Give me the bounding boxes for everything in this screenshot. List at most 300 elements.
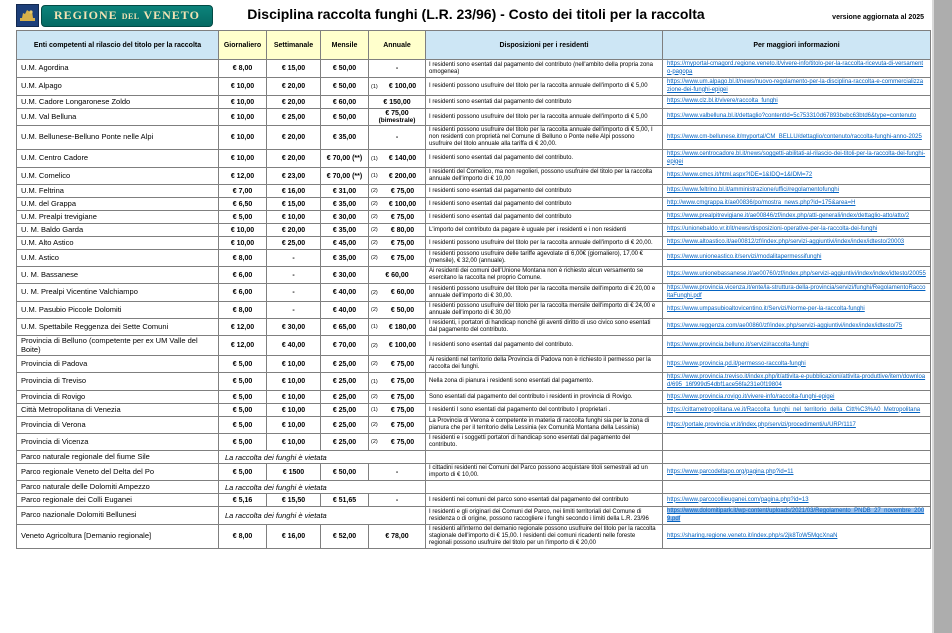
settimanale-cell: € 40,00 xyxy=(267,336,321,356)
annuale-value-line xyxy=(371,155,423,162)
disposizioni-cell xyxy=(426,481,663,494)
table-row xyxy=(17,356,931,373)
table-row xyxy=(17,96,931,109)
ente-cell: Provincia di Rovigo xyxy=(17,391,219,404)
annuale-cell xyxy=(369,373,426,391)
disposizioni-cell: I residenti all'interno del demanio regionale possono usufruire del titolo per la raccolta stagionale dell'importo di € 15,00. I residenti dei comuni ricadenti nelle foreste regionali possono usufruire del titolo per un l'importo di € 20,00 xyxy=(426,525,663,549)
settimanale-cell: € 15,00 xyxy=(267,60,321,78)
link-cell xyxy=(663,250,931,267)
link-cell xyxy=(663,464,931,481)
mensile-cell: € 40,00 xyxy=(321,302,369,319)
table-row xyxy=(17,78,931,96)
ente-cell: Città Metropolitana di Venezia xyxy=(17,404,219,417)
annuale-cell xyxy=(369,126,426,150)
link-cell xyxy=(663,284,931,302)
info-link[interactable]: https://www.altoastico.it/ae00812/zf/index.php/servizi-aggiuntivi/index/index/idtesto/20003 xyxy=(667,239,905,246)
mensile-cell: € 51,65 xyxy=(321,494,369,507)
info-link[interactable]: https://myportal-cmagord.regione.veneto.it/vivere-info/titolo-per-la-raccolta-ricevuta-di-versamento-pagopa xyxy=(667,61,924,75)
giornaliero-cell: € 10,00 xyxy=(219,237,267,250)
table-row xyxy=(17,109,931,126)
link-cell xyxy=(663,391,931,404)
mensile-cell: € 35,00 xyxy=(321,126,369,150)
info-link[interactable]: https://www.provincia.rovigo.it/vivere-info/raccolta-funghi-epigei xyxy=(667,393,835,400)
annuale-value-line xyxy=(371,497,423,504)
annuale-value: - xyxy=(395,468,399,476)
table-row xyxy=(17,185,931,198)
annuale-value-line xyxy=(371,227,423,234)
info-link[interactable]: https://www.dolomitipark.it/wp-content/uploads/2021/03/Regolamento_PNDB_27_novembre_2009.pdf xyxy=(667,508,925,522)
info-link[interactable]: https://www.cm-bellunese.it/myportal/CM_BELLU/dettaglio/contenuto/raccolta-funghi-anno-2025 xyxy=(667,133,922,140)
giornaliero-cell: € 5,00 xyxy=(219,211,267,224)
mensile-cell: € 25,00 xyxy=(321,417,369,434)
annuale-value-line xyxy=(371,65,423,72)
annuale-value: € 180,00 xyxy=(388,323,417,331)
annuale-footnote-marker: (2) xyxy=(371,227,378,233)
giornaliero-cell: € 8,00 xyxy=(219,250,267,267)
annuale-value-line xyxy=(371,378,423,385)
annuale-footnote-marker: (1) xyxy=(371,83,378,90)
ente-cell: U.M. Alto Astico xyxy=(17,237,219,250)
ente-cell: U.M. Spettabile Reggenza dei Sette Comuni xyxy=(17,319,219,336)
annuale-footnote-marker: (1) xyxy=(371,324,378,330)
info-link[interactable]: https://www.parcodeltapo.org/pagina.php?id=11 xyxy=(667,468,794,475)
link-cell xyxy=(663,373,931,391)
giornaliero-cell: € 6,00 xyxy=(219,284,267,302)
ente-cell: U.M. Prealpi trevigiane xyxy=(17,211,219,224)
annuale-footnote-marker: (1) xyxy=(371,155,378,162)
table-row xyxy=(17,507,931,525)
link-cell xyxy=(663,507,931,525)
disposizioni-cell: I cittadini residenti nei Comuni del Parco possono acquistare titoli semestrali ad un importo di € 10,00. xyxy=(426,464,663,481)
page-header xyxy=(0,0,952,30)
table-row xyxy=(17,336,931,356)
giornaliero-cell: € 10,00 xyxy=(219,150,267,168)
link-cell xyxy=(663,302,931,319)
info-link[interactable]: https://cittametropolitana.ve.it/Raccolta_funghi_nel_territorio_della_Citt%C3%A0_Metropolitana xyxy=(667,406,921,413)
annuale-footnote-marker: (2) xyxy=(371,342,378,349)
annuale-cell xyxy=(369,250,426,267)
giornaliero-cell: € 5,16 xyxy=(219,494,267,507)
logo-text-regione: REGIONE xyxy=(54,7,118,22)
annuale-cell xyxy=(369,211,426,224)
table-row xyxy=(17,284,931,302)
annuale-value-line xyxy=(371,324,423,331)
annuale-value: € 75,00 xyxy=(390,239,415,247)
annuale-value: € 75,00 xyxy=(390,254,415,262)
settimanale-cell: € 10,00 xyxy=(267,391,321,404)
link-cell xyxy=(663,126,931,150)
disposizioni-cell: Sono esentati dal pagamento del contributo i residenti in provincia di Rovigo. xyxy=(426,391,663,404)
settimanale-cell: € 25,00 xyxy=(267,237,321,250)
mensile-cell: € 52,00 xyxy=(321,525,369,549)
disposizioni-cell: I residenti sono esentati dal pagamento del contributo xyxy=(426,185,663,198)
info-link[interactable]: https://www.valbelluna.bl.it/dettaglio?contentId=5c753310d67893bebc63btd6&type=contenuto xyxy=(667,113,917,120)
info-link[interactable]: https://www.prealpitrevigiane.it/ae00846/zf/index.php/atti-generali/index/dettaglio-atto/atto/2 xyxy=(667,213,910,220)
link-cell xyxy=(663,434,931,451)
settimanale-cell: € 10,00 xyxy=(267,434,321,451)
ente-cell: U.M. Cadore Longaronese Zoldo xyxy=(17,96,219,109)
annuale-cell xyxy=(369,78,426,96)
version-note: versione aggiornata al 2025 xyxy=(832,14,924,21)
annuale-value: € 200,00 xyxy=(388,172,417,180)
info-link[interactable]: https://www.provincia.pd.it/permesso-raccolta-funghi xyxy=(667,360,806,367)
info-link[interactable]: https://www.unionebassanese.it/ae00760/zf/index.php/servizi-aggiuntivi/index/index/idtesto/20055 xyxy=(667,271,926,278)
table-row xyxy=(17,417,931,434)
col-header-disposizioni: Disposizioni per i residenti xyxy=(426,31,663,60)
table-row xyxy=(17,267,931,284)
disposizioni-cell: I residenti possono usufruire del titolo per la raccolta annuale dell'importo di € 5,00 xyxy=(426,109,663,126)
mensile-cell: € 40,00 xyxy=(321,284,369,302)
col-header-mensile: Mensile xyxy=(321,31,369,60)
ente-cell: U.M. Alpago xyxy=(17,78,219,96)
ente-cell: Parco naturale delle Dolomiti Ampezzo xyxy=(17,481,219,494)
annuale-sub-note: (bimestrale) xyxy=(378,117,416,124)
col-header-settimanale: Settimanale xyxy=(267,31,321,60)
annuale-value: € 60,00 xyxy=(385,271,409,279)
table-row xyxy=(17,211,931,224)
ente-cell: Provincia di Belluno (competente per ex UM Valle del Boite) xyxy=(17,336,219,356)
annuale-value-line xyxy=(371,469,423,476)
annuale-footnote-marker: (2) xyxy=(371,394,378,401)
ente-cell: Parco naturale regionale del fiume Sile xyxy=(17,451,219,464)
mensile-cell: € 35,00 xyxy=(321,250,369,267)
table-row xyxy=(17,481,931,494)
annuale-cell xyxy=(369,464,426,481)
annuale-value: - xyxy=(395,134,399,141)
banned-cell: La raccolta dei funghi è vietata xyxy=(219,481,426,494)
annuale-cell xyxy=(369,198,426,211)
table-row xyxy=(17,451,931,464)
annuale-cell xyxy=(369,417,426,434)
annuale-footnote-marker: (2) xyxy=(371,361,378,368)
ente-cell: U. M. Prealpi Vicentine Valchiampo xyxy=(17,284,219,302)
giornaliero-cell: € 5,00 xyxy=(219,464,267,481)
link-cell xyxy=(663,356,931,373)
mensile-cell: € 50,00 xyxy=(321,78,369,96)
annuale-value: € 75,00 xyxy=(390,421,415,429)
disposizioni-cell: Ai residenti dei comuni dell'Unione Montana non è richiesto alcun versamento se esercitano la raccolta nel proprio Comune. xyxy=(426,267,663,284)
table-body xyxy=(17,60,931,549)
table-row xyxy=(17,434,931,451)
info-link[interactable]: https://www.unioneastico.it/servizi/modalitapermessifunghi xyxy=(667,254,822,261)
disposizioni-cell: I residenti sono esentati dal pagamento del contributo xyxy=(426,96,663,109)
info-link[interactable]: https://www.reggenza.com/ae00860/zf/index.php/servizi-aggiuntivi/index/index/idtesto/75 xyxy=(667,323,903,330)
banned-cell: La raccolta dei funghi è vietata xyxy=(219,507,426,525)
col-header-giornaliero: Giornaliero xyxy=(219,31,267,60)
info-link[interactable]: https://www.clz.bl.it/vivere/raccolta_funghi xyxy=(667,98,778,105)
link-cell xyxy=(663,168,931,185)
annuale-value: € 100,00 xyxy=(388,342,417,350)
ente-cell: U.M. Comelico xyxy=(17,168,219,185)
mensile-cell: € 70,00 (**) xyxy=(321,168,369,185)
ente-cell: Provincia di Vicenza xyxy=(17,434,219,451)
mensile-cell: € 25,00 xyxy=(321,373,369,391)
annuale-footnote-marker: (2) xyxy=(371,289,378,296)
annuale-value: € 140,00 xyxy=(388,155,417,162)
link-cell xyxy=(663,224,931,237)
giornaliero-cell: € 10,00 xyxy=(219,78,267,96)
link-cell xyxy=(663,109,931,126)
info-link[interactable]: https://www.provincia.treviso.it/index.php/it/attivita-e-pubblicazioni/attivita-produttive/item/download/695_16f999d54dbf1ace56fa231e0f19804 xyxy=(667,374,926,388)
giornaliero-cell: € 12,00 xyxy=(219,168,267,185)
disposizioni-cell: I residenti possono usufruire del titolo per la raccolta annuale dell'importo di € 20,00. xyxy=(426,237,663,250)
annuale-value: € 75,00 xyxy=(385,110,409,117)
annuale-value-line xyxy=(371,342,423,349)
disposizioni-cell: La Provincia di Verona è competente in materia di raccolta funghi sia per la zona di pianura che per il territorio della Lessinia (ex Comunità Montana della Lessinia) xyxy=(426,417,663,434)
annuale-value-line xyxy=(371,422,423,429)
annuale-footnote-marker: (2) xyxy=(371,439,378,446)
disposizioni-cell: I residenti sono esentati dal pagamento del contributo xyxy=(426,211,663,224)
table-row xyxy=(17,373,931,391)
table-row xyxy=(17,237,931,250)
annuale-footnote-marker: (2) xyxy=(371,240,378,246)
settimanale-cell: € 10,00 xyxy=(267,373,321,391)
mensile-cell: € 35,00 xyxy=(321,224,369,237)
annuale-cell xyxy=(369,434,426,451)
annuale-value-line xyxy=(371,99,423,106)
info-link[interactable]: https://www.umpasubioaltovicentino.it/Servizi/Norme-per-la-raccolta-funghi xyxy=(667,306,865,313)
annuale-value: € 75,00 xyxy=(390,393,415,401)
table-row xyxy=(17,525,931,549)
link-cell xyxy=(663,267,931,284)
annuale-value-line xyxy=(371,289,423,296)
annuale-cell xyxy=(369,356,426,373)
giornaliero-cell: € 8,00 xyxy=(219,525,267,549)
disposizioni-cell: I residenti possono usufruire delle tariffe agevolate di 6,00€ (giornaliero), 17,00 € (mensile), € 32,00 (annuale). xyxy=(426,250,663,267)
table-row xyxy=(17,494,931,507)
annuale-value: € 80,00 xyxy=(390,226,415,234)
settimanale-cell: € 23,00 xyxy=(267,168,321,185)
giornaliero-cell: € 8,00 xyxy=(219,302,267,319)
link-cell xyxy=(663,96,931,109)
mensile-cell: € 25,00 xyxy=(321,356,369,373)
info-link[interactable]: https://portale.provincia.vr.it/index.php/servizi/procedimenti/u/URP/1117 xyxy=(667,421,856,428)
table-row xyxy=(17,250,931,267)
mensile-cell: € 30,00 xyxy=(321,211,369,224)
settimanale-cell: € 25,00 xyxy=(267,109,321,126)
annuale-value: € 78,00 xyxy=(385,533,409,541)
annuale-value-line xyxy=(371,134,423,141)
giornaliero-cell: € 7,00 xyxy=(219,185,267,198)
giornaliero-cell: € 10,00 xyxy=(219,109,267,126)
disposizioni-cell: L'importo del contributo da pagare è uguale per i residenti e i non residenti xyxy=(426,224,663,237)
table-row xyxy=(17,60,931,78)
mensile-cell: € 60,00 xyxy=(321,96,369,109)
giornaliero-cell: € 5,00 xyxy=(219,391,267,404)
mensile-cell: € 25,00 xyxy=(321,434,369,451)
annuale-value: € 100,00 xyxy=(388,200,417,208)
info-link[interactable]: https://www.centrocadore.bl.it/news/soggetti-abilitati-al-rilascio-dei-titoli-per-la-raccolta-dei-funghi-epigei xyxy=(667,151,926,165)
table-row xyxy=(17,198,931,211)
annuale-value-line xyxy=(371,201,423,208)
info-link[interactable]: https://sharing.regione.veneto.it/index.php/s/2jk8ToW5MqcXnaN xyxy=(667,533,838,539)
mensile-cell: € 31,00 xyxy=(321,185,369,198)
annuale-value: € 100,00 xyxy=(388,83,417,90)
disposizioni-cell: I residenti I sono esentati dal pagamento del contributo I proprietari . xyxy=(426,404,663,417)
table-row xyxy=(17,302,931,319)
annuale-cell xyxy=(369,150,426,168)
disposizioni-cell: Nella zona di pianura i residenti sono esentati dal pagamento. xyxy=(426,373,663,391)
annuale-cell xyxy=(369,237,426,250)
giornaliero-cell: € 12,00 xyxy=(219,319,267,336)
annuale-value-line xyxy=(371,173,423,180)
disposizioni-cell xyxy=(426,451,663,464)
col-header-annuale: Annuale xyxy=(369,31,426,60)
table-row xyxy=(17,126,931,150)
disposizioni-cell: I residenti possono usufruire del titolo per la raccolta annuale dell'importo di € 5,00, I non residenti con proprietà nel Comune di Belluno o Ponte nelle Alpi possono usufruire del titolo annuale alla tariffa di € 20,00. xyxy=(426,126,663,150)
giornaliero-cell: € 8,00 xyxy=(219,60,267,78)
logo-text-del: DEL xyxy=(121,11,140,21)
annuale-cell xyxy=(369,96,426,109)
link-cell xyxy=(663,481,931,494)
annuale-cell xyxy=(369,109,426,126)
ente-cell: U.M. Pasubio Piccole Dolomiti xyxy=(17,302,219,319)
giornaliero-cell: € 10,00 xyxy=(219,224,267,237)
settimanale-cell: € 15,00 xyxy=(267,198,321,211)
disposizioni-cell: I residenti del Comelico, ma non regolieri, possono usufruire del titolo per la raccolta annuale dell'importo di € 10,00 xyxy=(426,168,663,185)
disposizioni-cell: I residenti sono esentati dal pagamento del contributo xyxy=(426,198,663,211)
ente-cell: U.M. Val Belluna xyxy=(17,109,219,126)
annuale-value: € 60,00 xyxy=(390,289,415,296)
info-link[interactable]: http://www.cmgrappa.it/ae00836/po/mostra_news.php?id=175&area=H xyxy=(667,200,856,207)
mensile-cell: € 50,00 xyxy=(321,60,369,78)
settimanale-cell: € 10,00 xyxy=(267,404,321,417)
annuale-cell xyxy=(369,319,426,336)
table-row xyxy=(17,150,931,168)
annuale-cell xyxy=(369,185,426,198)
annuale-footnote-marker: (1) xyxy=(371,173,378,179)
giornaliero-cell: € 5,00 xyxy=(219,373,267,391)
settimanale-cell: € 1500 xyxy=(267,464,321,481)
annuale-value: € 75,00 xyxy=(390,187,415,195)
disposizioni-cell: I residenti, i portatori di handicap nonché gli aventi diritto di uso civico sono esentati dal pagamento del contributo. xyxy=(426,319,663,336)
ente-cell: Provincia di Verona xyxy=(17,417,219,434)
annuale-cell xyxy=(369,302,426,319)
info-link[interactable]: https://unionebaldo.vr.it/it/news/disposizioni-operative-per-la-raccolta-dei-funghi xyxy=(667,226,878,233)
mensile-cell: € 35,00 xyxy=(321,198,369,211)
info-link[interactable]: https://www.provincia.belluno.it/servizi/raccolta-funghi xyxy=(667,341,809,348)
annuale-value-line xyxy=(371,214,423,221)
settimanale-cell: € 15,50 xyxy=(267,494,321,507)
info-link[interactable]: https://www.parcocollieuganei.com/pagina.php?id=13 xyxy=(667,496,809,503)
disposizioni-cell: I residenti possono usufruire del titolo per la raccolta mensile dell'importo di € 24,00 e annuale dell'importo di € 30,00 xyxy=(426,302,663,319)
annuale-cell xyxy=(369,404,426,417)
annuale-value-line xyxy=(371,110,423,117)
annuale-value-line xyxy=(371,533,423,540)
table-header xyxy=(17,31,931,60)
annuale-value-line xyxy=(371,407,423,414)
giornaliero-cell: € 12,00 xyxy=(219,336,267,356)
link-cell xyxy=(663,60,931,78)
annuale-footnote-marker: (2) xyxy=(371,214,378,220)
ente-cell: Parco nazionale Dolomiti Bellunesi xyxy=(17,507,219,525)
settimanale-cell: € 20,00 xyxy=(267,150,321,168)
giornaliero-cell: € 10,00 xyxy=(219,126,267,150)
settimanale-cell: € 30,00 xyxy=(267,319,321,336)
annuale-value: € 75,00 xyxy=(390,360,415,368)
settimanale-cell: € 20,00 xyxy=(267,224,321,237)
ente-cell: U.M. Agordina xyxy=(17,60,219,78)
mensile-cell: € 50,00 xyxy=(321,109,369,126)
annuale-value-line xyxy=(371,394,423,401)
disposizioni-cell: I residenti possono usufruire del titolo per la raccolta annuale dell'importo di € 5,00 xyxy=(426,78,663,96)
settimanale-cell: € 16,00 xyxy=(267,525,321,549)
mensile-cell: € 45,00 xyxy=(321,237,369,250)
info-link[interactable]: https://www.feltrino.bl.it/amministrazione/uffici/regolamentofunghi xyxy=(667,187,839,194)
settimanale-cell: € 20,00 xyxy=(267,78,321,96)
settimanale-cell: - xyxy=(267,302,321,319)
ente-cell: Parco regionale dei Colli Euganei xyxy=(17,494,219,507)
annuale-cell xyxy=(369,336,426,356)
settimanale-cell: € 10,00 xyxy=(267,417,321,434)
link-cell xyxy=(663,417,931,434)
settimanale-cell: € 20,00 xyxy=(267,96,321,109)
ente-cell: Provincia di Treviso xyxy=(17,373,219,391)
settimanale-cell: € 10,00 xyxy=(267,356,321,373)
mensile-cell: € 30,00 xyxy=(321,267,369,284)
ente-cell: Provincia di Padova xyxy=(17,356,219,373)
annuale-value-line xyxy=(371,307,423,314)
giornaliero-cell: € 5,00 xyxy=(219,356,267,373)
annuale-cell xyxy=(369,267,426,284)
annuale-value: € 75,00 xyxy=(390,378,415,386)
annuale-footnote-marker: (1) xyxy=(371,407,378,414)
ente-cell: U.M. del Grappa xyxy=(17,198,219,211)
annuale-value-line xyxy=(371,361,423,368)
info-link[interactable]: https://www.um.alpago.bl.it/news/nuovo-regolamento-per-la-disciplina-raccolta-e-commercializzazione-dei-funghi-epigei xyxy=(667,79,924,93)
info-link[interactable]: https://www.cmcs.it/html.aspx?IDE=1&IDQ=1&IDM=72 xyxy=(667,172,813,179)
mensile-cell: € 70,00 xyxy=(321,336,369,356)
disposizioni-cell: I residenti e i soggetti portatori di handicap sono esentati dal pagamento del contributo. xyxy=(426,434,663,451)
table-row xyxy=(17,391,931,404)
annuale-footnote-marker: (2) xyxy=(371,201,378,207)
disposizioni-cell: I residenti sono esentati dal pagamento del contributo. xyxy=(426,150,663,168)
mensile-cell: € 25,00 xyxy=(321,404,369,417)
annuale-value-line xyxy=(371,83,423,90)
annuale-footnote-marker: (2) xyxy=(371,307,378,313)
link-cell xyxy=(663,404,931,417)
ente-cell: U. M. Baldo Garda xyxy=(17,224,219,237)
window-scrollbar[interactable] xyxy=(932,0,952,633)
table-row xyxy=(17,464,931,481)
annuale-cell xyxy=(369,525,426,549)
link-cell xyxy=(663,78,931,96)
table-row xyxy=(17,319,931,336)
annuale-footnote-marker: (2) xyxy=(371,255,378,261)
annuale-cell xyxy=(369,284,426,302)
disposizioni-cell: I residenti nei comuni del parco sono esentati dal pagamento del contributo xyxy=(426,494,663,507)
link-cell xyxy=(663,451,931,464)
annuale-value: € 150,00 xyxy=(383,98,411,106)
giornaliero-cell: € 6,00 xyxy=(219,267,267,284)
page-title: Disciplina raccolta funghi (L.R. 23/96) - Costo dei titoli per la raccolta xyxy=(247,6,705,22)
annuale-value-line xyxy=(371,255,423,262)
link-cell xyxy=(663,319,931,336)
annuale-value-line xyxy=(371,240,423,247)
link-cell xyxy=(663,185,931,198)
annuale-cell xyxy=(369,60,426,78)
col-header-enti: Enti competenti al rilascio del titolo per la raccolta xyxy=(17,31,219,60)
info-link[interactable]: https://www.provincia.vicenza.it/ente/la-struttura-della-provincia/servizi/funghi/RegolamentoRaccoltaFunghi.pdf xyxy=(667,285,926,299)
annuale-value: - xyxy=(395,496,399,504)
banned-cell: La raccolta dei funghi è vietata xyxy=(219,451,426,464)
ente-cell: Veneto Agricoltura [Demanio regionale] xyxy=(17,525,219,549)
annuale-value: € 75,00 xyxy=(390,438,415,446)
settimanale-cell: € 16,00 xyxy=(267,185,321,198)
annuale-footnote-marker: (2) xyxy=(371,188,378,194)
ente-cell: U.M. Bellunese-Belluno Ponte nelle Alpi xyxy=(17,126,219,150)
settimanale-cell: - xyxy=(267,284,321,302)
